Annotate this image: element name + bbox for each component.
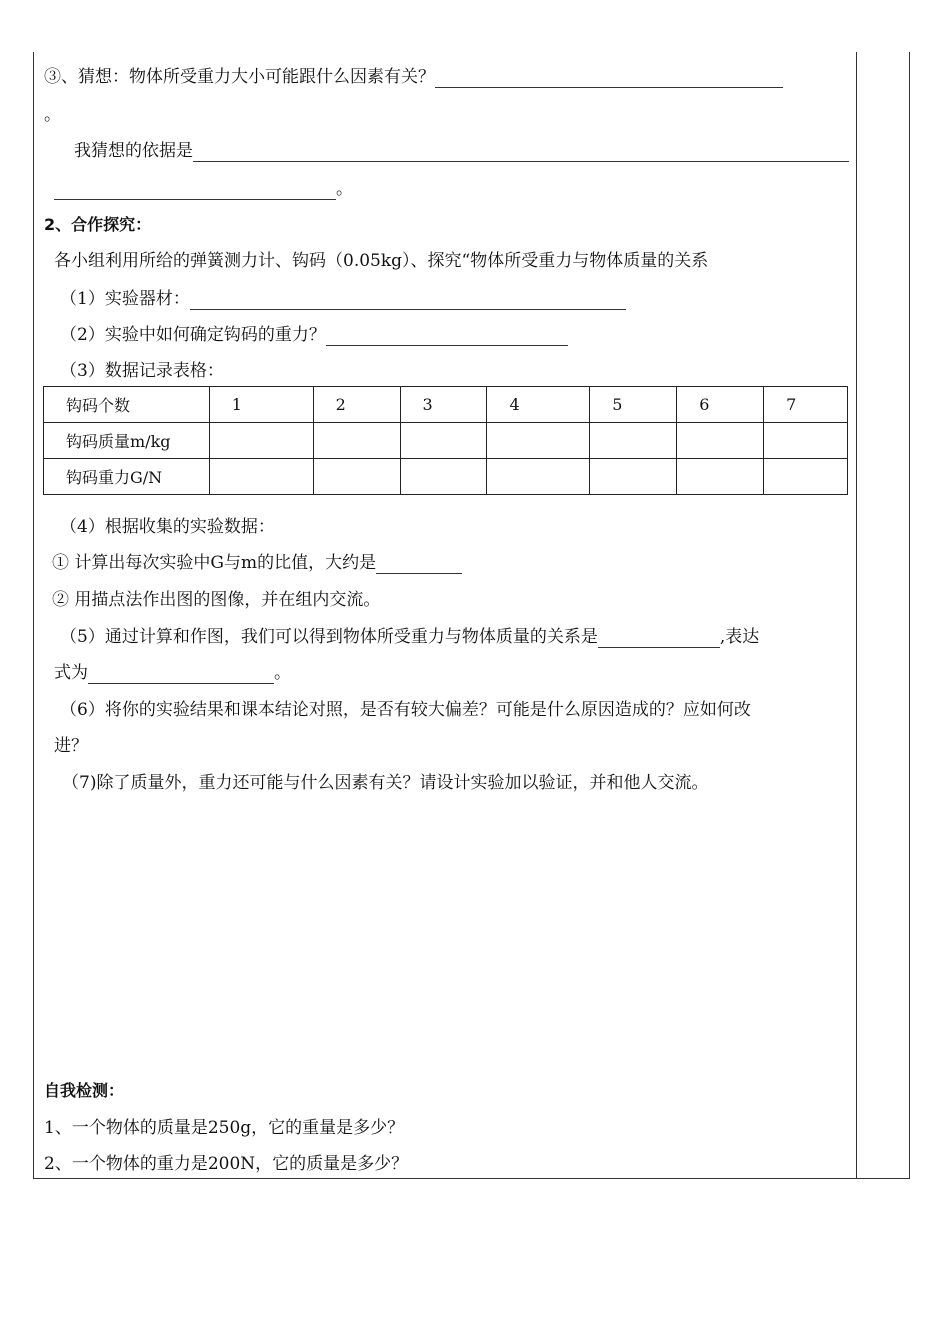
q6-line1: （6）将你的实验结果和课本结论对照，是否有较大偏差？可能是什么原因造成的？应如何改 <box>60 700 751 720</box>
worksheet-frame <box>33 52 910 1179</box>
q1-blank[interactable] <box>190 291 626 310</box>
q2-weight <box>60 324 568 346</box>
guess-basis <box>74 140 849 162</box>
gravity-cell[interactable] <box>209 459 313 495</box>
guess-basis-label: 我猜想的依据是 <box>74 141 193 161</box>
mass-cell[interactable] <box>487 423 590 459</box>
table-row <box>44 423 848 459</box>
q4a-label: ① 计算出每次实验中G与m的比值，大约是 <box>52 553 377 573</box>
gravity-cell[interactable] <box>313 459 400 495</box>
table-row <box>44 387 848 423</box>
q1-equipment <box>60 288 626 310</box>
row-header-mass: 钩码质量m/kg <box>44 423 210 459</box>
q5-label: （5）通过计算和作图，我们可以得到物体所受重力与物体质量的关系是 <box>60 627 598 647</box>
guess-period: 。 <box>44 105 61 125</box>
row-header-count: 钩码个数 <box>44 387 210 423</box>
count-cell: 5 <box>590 387 677 423</box>
gravity-cell[interactable] <box>400 459 487 495</box>
count-cell: 3 <box>400 387 487 423</box>
q5-expression-label: 式为 <box>54 663 88 683</box>
data-record-table <box>43 386 848 495</box>
q5-expression-blank[interactable] <box>88 665 274 684</box>
count-cell: 4 <box>487 387 590 423</box>
guess-basis-blank[interactable] <box>193 143 849 162</box>
section2-intro: 各小组利用所给的弹簧测力计、钩码（0.05kg）、探究“物体所受重力与物体质量的关系 <box>54 251 709 271</box>
q4a-ratio <box>52 552 462 574</box>
count-cell: 2 <box>313 387 400 423</box>
q3-table-title: （3）数据记录表格： <box>60 361 224 381</box>
gravity-cell[interactable] <box>677 459 764 495</box>
guess-basis-period: 。 <box>336 179 353 199</box>
mass-cell[interactable] <box>677 423 764 459</box>
q4b-graph: ② 用描点法作出图的图像，并在组内交流。 <box>52 590 381 610</box>
gravity-cell[interactable] <box>590 459 677 495</box>
gravity-cell[interactable] <box>764 459 848 495</box>
mass-cell[interactable] <box>313 423 400 459</box>
guess-question <box>44 66 783 88</box>
selfcheck-q2: 2、一个物体的重力是200N，它的质量是多少？ <box>44 1154 409 1174</box>
guess-basis-blank-2[interactable] <box>54 181 336 200</box>
q2-blank[interactable] <box>326 327 568 346</box>
q5-blank[interactable] <box>598 629 720 648</box>
q5-expression <box>54 662 291 684</box>
mass-cell[interactable] <box>764 423 848 459</box>
q4-title: （4）根据收集的实验数据： <box>60 517 275 537</box>
side-column-divider <box>856 52 857 1179</box>
q5-label-2: ,表达 <box>719 627 760 647</box>
selfcheck-q1: 1、一个物体的质量是250g，它的重量是多少？ <box>44 1118 405 1138</box>
q7: （7)除了质量外，重力还可能与什么因素有关？请设计实验加以验证，并和他人交流。 <box>62 773 709 793</box>
gravity-cell[interactable] <box>487 459 590 495</box>
mass-cell[interactable] <box>590 423 677 459</box>
q1-label: （1）实验器材： <box>60 289 190 309</box>
table-row <box>44 459 848 495</box>
count-cell: 6 <box>677 387 764 423</box>
guess-question-text: ③、猜想：物体所受重力大小可能跟什么因素有关？ <box>44 67 435 87</box>
guess-answer-blank[interactable] <box>435 69 783 88</box>
count-cell: 7 <box>764 387 848 423</box>
mass-cell[interactable] <box>400 423 487 459</box>
guess-basis-line2 <box>54 178 353 200</box>
q6-line2: 进？ <box>54 736 88 756</box>
selfcheck-title: 自我检测： <box>44 1081 125 1100</box>
row-header-gravity: 钩码重力G/N <box>44 459 210 495</box>
q4a-blank[interactable] <box>376 555 462 574</box>
count-cell: 1 <box>209 387 313 423</box>
section2-title: 2、合作探究： <box>44 215 152 234</box>
q5-relation <box>60 626 759 648</box>
mass-cell[interactable] <box>209 423 313 459</box>
q5-period: 。 <box>274 663 291 683</box>
q2-label: （2）实验中如何确定钩码的重力？ <box>60 325 326 345</box>
